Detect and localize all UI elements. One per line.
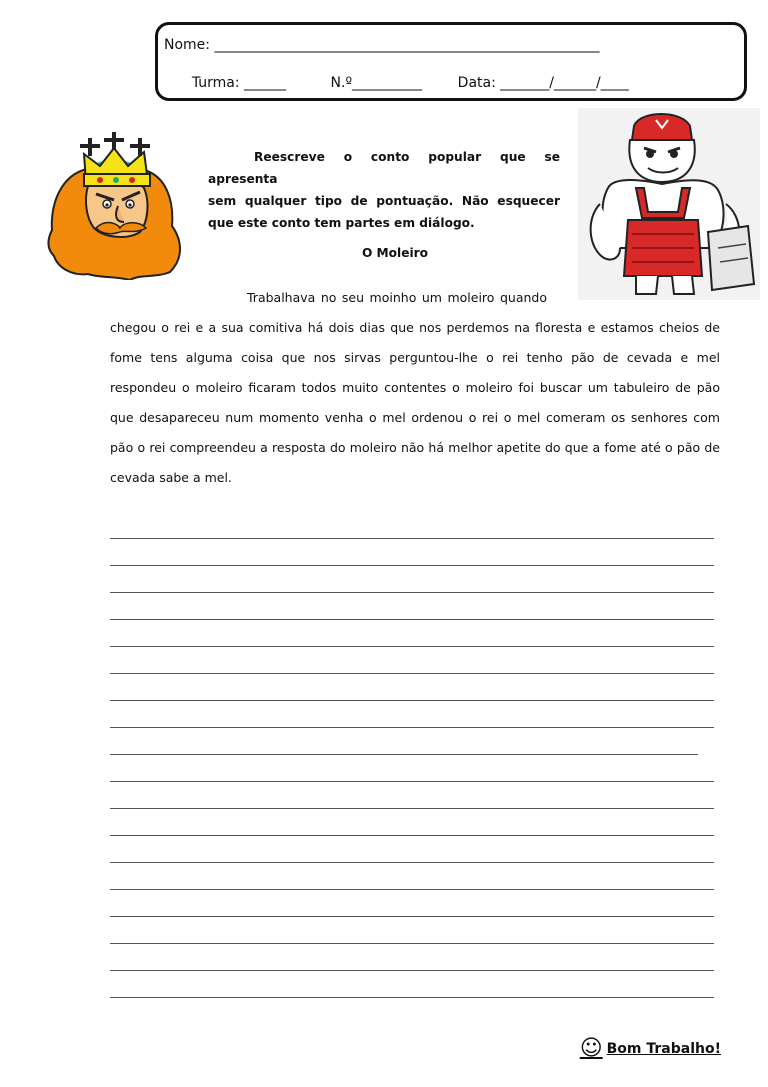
instructions-rest: sem qualquer tipo de pontuação. Não esquecer que este conto tem partes em diálogo. (208, 194, 560, 230)
story-first-line: Trabalhava no seu moinho um moleiro quando (247, 290, 547, 305)
smiley-icon: ☺ (579, 1036, 603, 1061)
writing-line[interactable] (110, 673, 714, 674)
miller-cartoon-icon (578, 108, 760, 300)
writing-line[interactable] (110, 646, 714, 647)
name-field[interactable]: Nome: _______________________________________________________ (164, 37, 600, 53)
writing-line[interactable] (110, 754, 698, 755)
writing-line[interactable] (110, 700, 714, 701)
writing-line[interactable] (110, 619, 714, 620)
writing-line[interactable] (110, 592, 714, 593)
writing-line[interactable] (110, 916, 714, 917)
writing-line[interactable] (110, 808, 714, 809)
writing-line[interactable] (110, 565, 714, 566)
student-info-box (155, 22, 747, 101)
writing-line[interactable] (110, 943, 714, 944)
writing-line[interactable] (110, 781, 714, 782)
story-body: chegou o rei e a sua comitiva há dois dias que nos perdemos na floresta e estamos cheios de fome tens alguma coisa que nos sirvas perguntou-lhe o rei tenho pão de cevada e mel respondeu o moleiro ficaram todos muito contentes o moleiro foi buscar um tabuleiro de pão que desapareceu num momento venha o mel ordenou o rei o mel comeram os senhores com pão o rei compreendeu a resposta do moleiro não há melhor apetite do que a fome até o pão de cevada sabe a mel. (110, 320, 720, 485)
writing-line[interactable] (110, 835, 714, 836)
writing-line[interactable] (110, 889, 714, 890)
info-row (174, 59, 629, 107)
footer-text: Bom Trabalho! (606, 1040, 721, 1057)
writing-line[interactable] (110, 862, 714, 863)
instructions (208, 146, 560, 234)
writing-line[interactable] (110, 538, 714, 539)
writing-line[interactable] (110, 970, 714, 971)
instructions-line1: Reescreve o conto popular que se apresenta (208, 150, 560, 186)
writing-line[interactable] (110, 727, 714, 728)
date-field[interactable]: Data: _______/______/____ (457, 75, 629, 91)
king-cartoon-icon (44, 130, 186, 280)
footer (580, 1036, 721, 1061)
writing-line[interactable] (110, 997, 714, 998)
turma-field[interactable]: Turma: ______ (191, 75, 287, 91)
story-text (110, 283, 720, 493)
numero-field[interactable]: N.º__________ (330, 75, 423, 91)
story-title: O Moleiro (361, 246, 429, 260)
